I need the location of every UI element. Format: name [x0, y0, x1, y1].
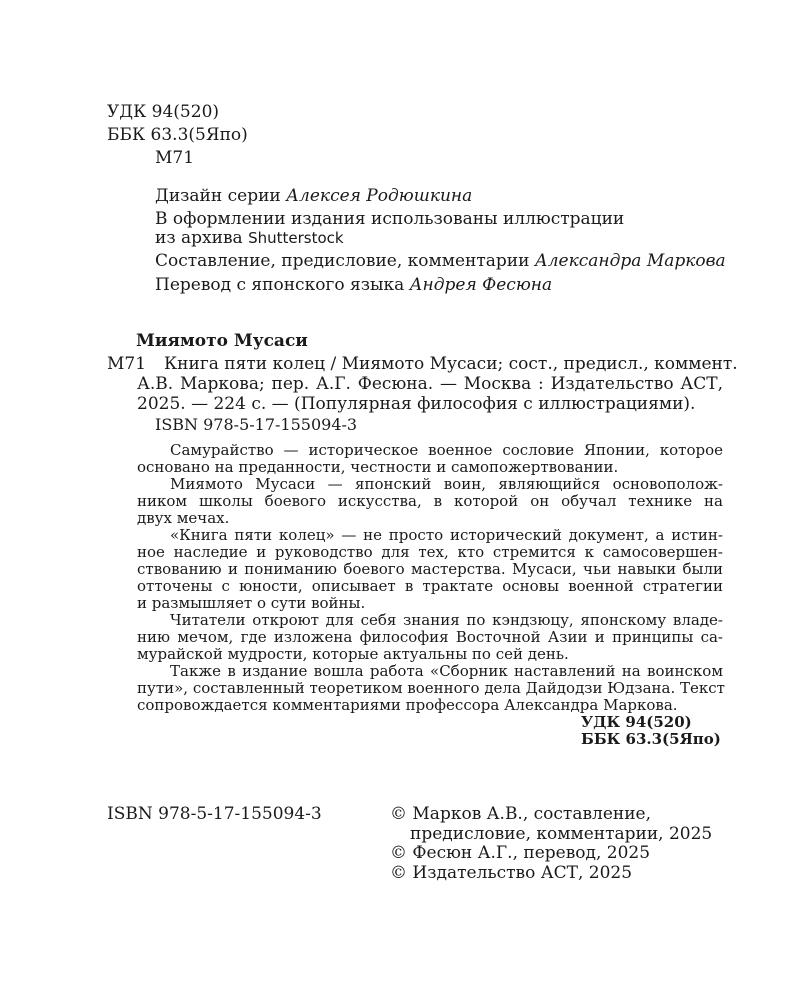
author-sign: М71: [155, 148, 195, 168]
annotation-line: мурайской мудрости, которые актуальны по сей день.: [137, 645, 569, 663]
annotation-bbk: ББК 63.3(5Япо): [581, 730, 721, 748]
translation-name: Андрея Фесюна: [409, 275, 553, 295]
translation-credit: [155, 274, 552, 297]
udk-code: УДК 94(520): [107, 102, 220, 122]
catalog-sign: М71: [107, 354, 147, 374]
annotation-line: нию мечом, где изложена философия Восточной Азии и принципы са-: [137, 628, 723, 646]
catalog-entry-line-2: А.В. Маркова; пер. А.Г. Фесюна. — Москва : Издательство АСТ,: [137, 374, 723, 394]
catalog-entry-line-1: Книга пяти колец / Миямото Мусаси; сост., предисл., коммент.: [164, 354, 738, 374]
compilation-prefix: Составление, предисловие, комментарии: [155, 251, 530, 271]
illustrations-line-2: [155, 227, 344, 250]
annotation-line: «Книга пяти колец» — не просто исторический документ, а истин-: [170, 526, 723, 544]
annotation-line: пути», составленный теоретиком военного дела Дайдодзи Юдзана. Текст: [137, 679, 725, 697]
bbk-code: ББК 63.3(5Япо): [107, 125, 248, 145]
illustrations-source: Shutterstock: [248, 229, 344, 247]
annotation-line: и размышляет о сути войны.: [137, 594, 366, 612]
compilation-name: Александра Маркова: [534, 251, 726, 271]
design-name: Алексея Родюшкина: [286, 186, 473, 206]
copyright-line-3: © Фесюн А.Г., перевод, 2025: [390, 843, 651, 863]
annotation-line: Самурайство — историческое военное сословие Японии, которое: [170, 441, 723, 459]
illustrations-line-1: В оформлении издания использованы иллюстрации: [155, 209, 625, 229]
copyright-line-4: © Издательство АСТ, 2025: [390, 863, 633, 883]
copyright-line-1: © Марков А.В., составление,: [390, 804, 652, 824]
design-credit: [155, 185, 472, 208]
illustrations-prefix: из архива: [155, 228, 243, 248]
catalog-isbn: ISBN 978-5-17-155094-3: [155, 415, 358, 434]
annotation-line: Также в издание вошла работа «Сборник наставлений на воинском: [170, 662, 723, 680]
compilation-credit: [155, 250, 726, 273]
translation-prefix: Перевод с японского языка: [155, 275, 405, 295]
footer-isbn: ISBN 978-5-17-155094-3: [107, 804, 322, 824]
annotation-line: отточены с юности, описывает в трактате основы военной стратегии: [137, 577, 723, 595]
annotation-udk: УДК 94(520): [581, 713, 692, 731]
annotation-line: Читатели откроют для себя знания по кэндзюцу, японскому владе-: [170, 611, 723, 629]
design-prefix: Дизайн серии: [155, 186, 281, 206]
catalog-author-heading: Миямото Мусаси: [136, 331, 308, 351]
annotation-line: ствованию и пониманию боевого мастерства. Мусаси, чьи навыки были: [137, 560, 723, 578]
annotation-line: сопровождается комментариями профессора Александра Маркова.: [137, 696, 678, 714]
copyright-line-2: предисловие, комментарии, 2025: [410, 824, 713, 844]
annotation-line: Миямото Мусаси — японский воин, являющийся основополож-: [170, 475, 723, 493]
annotation-line: основано на преданности, честности и самопожертвовании.: [137, 458, 619, 476]
annotation-line: двух мечах.: [137, 509, 230, 527]
catalog-entry-line-3: 2025. — 224 с. — (Популярная философия с иллюстрациями).: [137, 394, 696, 414]
annotation-line: ником школы боевого искусства, в которой он обучал технике на: [137, 492, 723, 510]
annotation-line: ное наследие и руководство для тех, кто стремится к самосовершен-: [137, 543, 723, 561]
